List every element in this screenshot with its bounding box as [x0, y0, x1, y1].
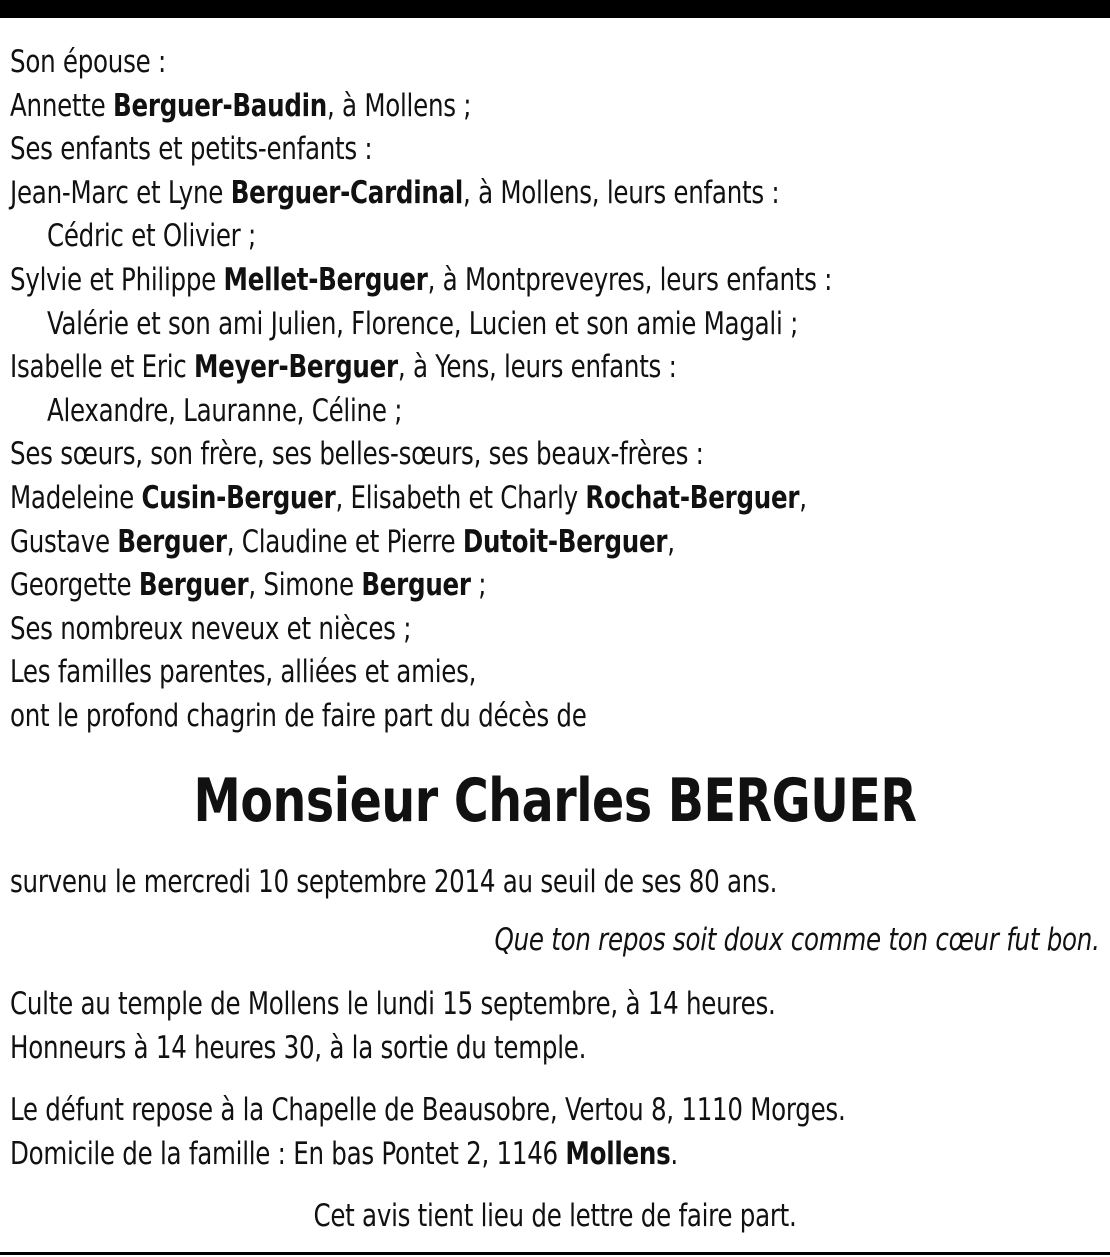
service-time-line: Culte au temple de Mollens le lundi 15 septembre, à 14 heures. [10, 986, 776, 1022]
honours-line: Honneurs à 14 heures 30, à la sortie du temple. [10, 1029, 587, 1066]
epitaph-quote: Que ton repos soit doux comme ton cœur fut bon. [494, 922, 1100, 958]
text-segment: Georgette [10, 567, 139, 604]
text-segment: ; [470, 567, 487, 604]
text-segment: Les familles parentes, alliées et amies, [10, 654, 477, 691]
family-name: Berguer-Baudin [113, 87, 327, 124]
text-segment: Jean-Marc et Lyne [10, 174, 231, 211]
text-segment: , Claudine et Pierre [226, 523, 463, 560]
text-segment: , [799, 479, 807, 516]
family-name: Dutoit-Berguer [462, 523, 668, 560]
text-segment: Son épouse : [10, 44, 167, 80]
list-item [10, 651, 971, 695]
text-segment: Isabelle et Eric [10, 349, 195, 386]
text-segment: , à Mollens ; [326, 87, 472, 124]
list-item [10, 259, 971, 303]
death-date-line: survenu le mercredi 10 septembre 2014 au seuil de ses 80 ans. [10, 864, 778, 900]
text-segment: Gustave [10, 523, 118, 560]
text-segment: Cédric et Olivier ; [46, 218, 257, 255]
list-item [10, 433, 971, 477]
family-home-line [10, 1133, 845, 1177]
family-name: Berguer [361, 567, 471, 604]
text-segment: Ses enfants et petits-enfants : [10, 131, 373, 168]
bottom-border-rule [0, 1252, 1110, 1255]
family-name: Cusin-Berguer [141, 479, 336, 516]
list-item [10, 128, 971, 172]
text-segment: Domicile de la famille : En bas Pontet 2, 1146 [10, 1135, 566, 1172]
family-name: Rochat-Berguer [585, 479, 800, 516]
top-border-rule [0, 0, 1110, 18]
text-segment: Madeleine [10, 479, 142, 516]
list-item [10, 564, 971, 608]
list-item [10, 608, 971, 652]
family-name: Berguer-Cardinal [230, 174, 464, 211]
town-name: Mollens [565, 1135, 671, 1172]
family-name: Meyer-Berguer [194, 349, 398, 386]
list-item [10, 390, 971, 434]
family-name: Berguer [117, 523, 227, 560]
family-name: Berguer [138, 567, 249, 604]
text-segment: Annette [10, 87, 114, 124]
text-segment: Valérie et son ami Julien, Florence, Lucien et son amie Magali ; [46, 305, 799, 342]
family-list [10, 41, 1102, 739]
list-item [10, 695, 971, 739]
list-item [10, 346, 971, 390]
list-item [10, 477, 971, 521]
list-item [10, 172, 971, 216]
text-segment: Alexandre, Lauranne, Céline ; [46, 392, 403, 429]
text-segment: , à Yens, leurs enfants : [397, 349, 677, 386]
closing-note: Cet avis tient lieu de lettre de faire part. [313, 1198, 797, 1234]
address-details [10, 1089, 845, 1176]
text-segment: , [667, 523, 675, 560]
text-segment: ont le profond chagrin de faire part du décès de [10, 697, 587, 734]
deceased-name-heading: Monsieur Charles BERGUER [193, 766, 917, 836]
text-segment: Ses sœurs, son frère, ses belles-sœurs, ses beaux-frères : [10, 436, 704, 473]
text-segment: Ses nombreux neveux et nièces ; [10, 610, 412, 647]
text-segment: , à Montpreveyres, leurs enfants : [427, 261, 833, 298]
service-details [10, 983, 776, 1070]
text-segment: , Simone [248, 567, 362, 604]
list-item [10, 303, 971, 347]
text-segment: , à Mollens, leurs enfants : [463, 174, 780, 211]
resting-place-line: Le défunt repose à la Chapelle de Beausobre, Vertou 8, 1110 Morges. [10, 1092, 846, 1128]
text-segment: . [670, 1135, 678, 1172]
text-segment: Sylvie et Philippe [10, 261, 224, 298]
list-item [10, 215, 971, 259]
list-item [10, 41, 971, 85]
family-name: Mellet-Berguer [223, 261, 428, 298]
list-item [10, 521, 971, 565]
text-segment: , Elisabeth et Charly [335, 479, 586, 516]
list-item [10, 85, 971, 129]
